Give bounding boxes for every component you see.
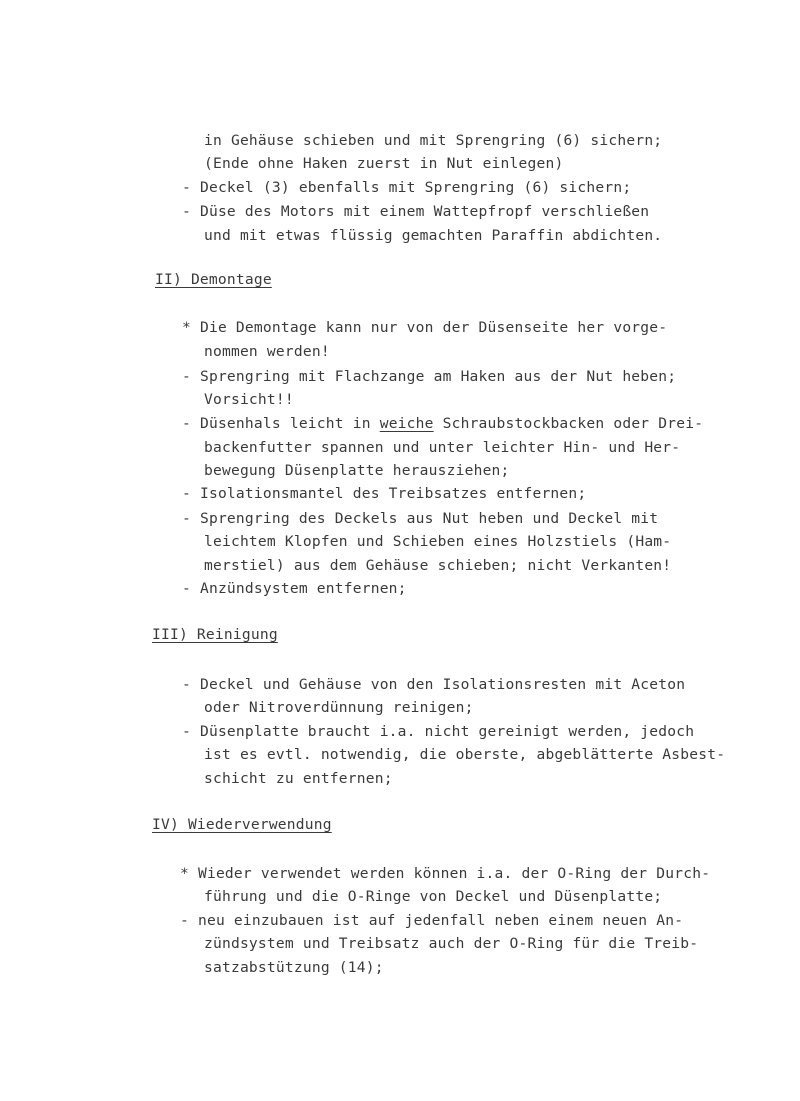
list-item: * Die Demontage kann nur von der Düsenseite her vorge- [182, 319, 668, 336]
text-line: satzabstützung (14); [204, 959, 384, 976]
text-line: schicht zu entfernen; [204, 770, 393, 787]
text-line: bewegung Düsenplatte herausziehen; [204, 462, 510, 479]
text-line: backenfutter spannen und unter leichter Hin- und Her- [204, 439, 681, 456]
list-item: - Isolationsmantel des Treibsatzes entfernen; [182, 485, 587, 502]
text-line: merstiel) aus dem Gehäuse schieben; nicht Verkanten! [204, 557, 672, 574]
text-line: leichtem Klopfen und Schieben eines Holzstiels (Ham- [204, 533, 672, 550]
section-heading: II) Demontage [155, 271, 272, 288]
underlined-word: weiche [379, 415, 434, 432]
list-item: - neu einzubauen ist auf jedenfall neben einem neuen An- [180, 912, 684, 929]
list-item [182, 412, 703, 435]
list-item: - Sprengring des Deckels aus Nut heben und Deckel mit [182, 510, 659, 527]
text-line: ist es evtl. notwendig, die oberste, abgeblätterte Asbest- [204, 746, 726, 763]
text-line: in Gehäuse schieben und mit Sprengring (6) sichern; [204, 132, 663, 149]
list-item: * Wieder verwendet werden können i.a. der O-Ring der Durch- [180, 865, 711, 882]
text-line: (Ende ohne Haken zuerst in Nut einlegen) [204, 155, 564, 172]
list-item: - Deckel (3) ebenfalls mit Sprengring (6) sichern; [182, 179, 632, 196]
text-line: Vorsicht!! [204, 391, 294, 408]
list-item: - Deckel und Gehäuse von den Isolationsresten mit Aceton [182, 676, 686, 693]
list-item: - Anzündsystem entfernen; [182, 580, 407, 597]
text-span: - Düsenhals leicht in [182, 415, 380, 432]
list-item: - Düsenplatte braucht i.a. nicht gereinigt werden, jedoch [182, 723, 695, 740]
text-span: Schraubstockbacken oder Drei- [433, 415, 704, 432]
section-heading: IV) Wiederverwendung [152, 816, 332, 833]
list-item: - Sprengring mit Flachzange am Haken aus der Nut heben; [182, 368, 677, 385]
text-line: zündsystem und Treibsatz auch der O-Ring für die Treib- [204, 935, 699, 952]
text-line: führung und die O-Ringe von Deckel und Düsenplatte; [204, 888, 663, 905]
section-heading: III) Reinigung [152, 626, 278, 643]
text-line: nommen werden! [204, 343, 330, 360]
list-item: - Düse des Motors mit einem Wattepfropf verschließen [182, 203, 650, 220]
text-line: und mit etwas flüssig gemachten Paraffin abdichten. [204, 227, 663, 244]
text-line: oder Nitroverdünnung reinigen; [204, 699, 474, 716]
